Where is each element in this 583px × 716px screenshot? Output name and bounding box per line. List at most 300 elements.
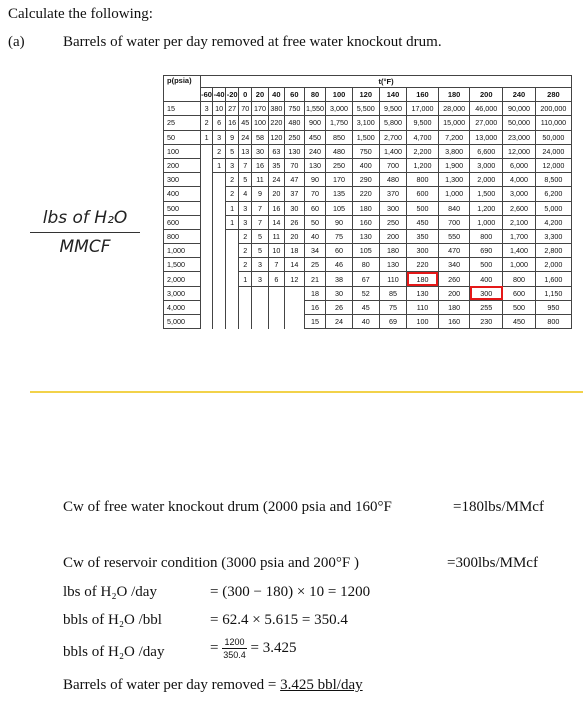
water-content-cell (226, 229, 239, 243)
water-content-cell: 3 (239, 201, 252, 215)
temperature-col-header: 80 (304, 88, 326, 102)
water-content-cell: 1,150 (535, 286, 571, 300)
water-content-cell: 105 (352, 244, 379, 258)
water-content-cell: 16 (268, 201, 284, 215)
water-content-cell: 30 (285, 201, 305, 215)
water-content-cell: 14 (285, 258, 305, 272)
water-content-cell: 1,200 (407, 158, 439, 172)
water-content-cell: 3 (226, 158, 239, 172)
water-content-cell: 2 (239, 258, 252, 272)
water-content-cell: 180 (352, 201, 379, 215)
water-content-cell: 300 (407, 244, 439, 258)
water-content-cell: 70 (285, 158, 305, 172)
water-content-cell: 230 (470, 315, 503, 329)
water-content-cell: 18 (304, 286, 326, 300)
water-content-cell: 7,200 (438, 130, 470, 144)
water-content-cell: 200 (379, 229, 406, 243)
water-content-cell: 38 (326, 272, 352, 286)
water-content-cell: 90 (326, 215, 352, 229)
table-row (164, 158, 572, 172)
water-content-cell (226, 244, 239, 258)
water-content-cell: 1,400 (379, 144, 406, 158)
water-content-cell: 340 (438, 258, 470, 272)
water-content-cell: 47 (285, 173, 305, 187)
water-content-cell: 350 (407, 229, 439, 243)
final-answer-value: 3.425 bbl/day (280, 677, 363, 693)
water-content-cell: 130 (304, 158, 326, 172)
water-content-cell: 220 (268, 116, 284, 130)
table-row (164, 187, 572, 201)
water-content-cell: 69 (379, 315, 406, 329)
water-content-cell: 255 (470, 300, 503, 314)
water-content-cell: 160 (352, 215, 379, 229)
water-content-cell: 290 (352, 173, 379, 187)
water-content-cell: 2 (213, 144, 226, 158)
water-content-cell: 240 (304, 144, 326, 158)
table-row (164, 144, 572, 158)
water-content-cell: 450 (407, 215, 439, 229)
water-content-cell (226, 286, 239, 300)
water-content-cell: 16 (304, 300, 326, 314)
water-content-cell: 60 (326, 244, 352, 258)
pressure-cell: 600 (164, 215, 201, 229)
water-content-cell (213, 215, 226, 229)
water-content-cell: 110 (407, 300, 439, 314)
table-row (164, 102, 572, 116)
water-content-cell (285, 315, 305, 329)
water-content-cell: 17,000 (407, 102, 439, 116)
water-content-cell: 5 (239, 173, 252, 187)
water-content-cell: 480 (379, 173, 406, 187)
water-content-cell: 3,000 (326, 102, 352, 116)
water-content-cell: 24 (268, 173, 284, 187)
water-content-cell: 800 (535, 315, 571, 329)
water-content-cell: 480 (285, 116, 305, 130)
cw-reservoir-label: Cw of reservoir condition (3000 psia and 200°F ) (63, 555, 359, 571)
water-content-cell: 9,500 (407, 116, 439, 130)
water-content-cell: 2,000 (535, 258, 571, 272)
water-content-cell (268, 300, 284, 314)
water-content-cell: 2 (226, 187, 239, 201)
water-content-cell: 46 (326, 258, 352, 272)
water-content-cell: 26 (285, 215, 305, 229)
water-content-cell: 160 (438, 315, 470, 329)
fraction-result: = 3.425 (250, 640, 297, 656)
water-content-cell: 40 (304, 229, 326, 243)
cw-fwko-label: Cw of free water knockout drum (2000 psia and 160°F (63, 499, 392, 515)
water-content-cell: 5,800 (379, 116, 406, 130)
water-content-cell: 105 (326, 201, 352, 215)
pressure-cell: 15 (164, 102, 201, 116)
pressure-cell: 3,000 (164, 286, 201, 300)
water-content-cell: 500 (407, 201, 439, 215)
table-row (164, 229, 572, 243)
water-content-cell: 10 (213, 102, 226, 116)
pressure-cell: 1,000 (164, 244, 201, 258)
table-row (164, 173, 572, 187)
water-content-cell: 1,500 (352, 130, 379, 144)
water-content-cell: 75 (326, 229, 352, 243)
water-content-cell (226, 300, 239, 314)
water-content-cell: 7 (252, 215, 268, 229)
water-content-cell: 370 (379, 187, 406, 201)
water-content-cell: 24,000 (535, 144, 571, 158)
water-content-cell: 67 (352, 272, 379, 286)
temperature-col-header: 0 (239, 88, 252, 102)
water-content-cell: 500 (503, 300, 536, 314)
water-content-cell: 2,800 (535, 244, 571, 258)
water-content-cell: 1 (201, 130, 213, 144)
temperature-col-header: -20 (226, 88, 239, 102)
temperature-col-header: 140 (379, 88, 406, 102)
water-content-cell: 18 (285, 244, 305, 258)
temperature-col-header: -40 (213, 88, 226, 102)
water-content-cell: 2,200 (407, 144, 439, 158)
water-content-cell (213, 187, 226, 201)
water-content-cell: 1,000 (470, 215, 503, 229)
water-content-cell: 690 (470, 244, 503, 258)
water-content-cell (213, 173, 226, 187)
table-row (164, 130, 572, 144)
water-content-cell: 950 (535, 300, 571, 314)
water-content-cell: 21 (304, 272, 326, 286)
water-content-cell: 3,800 (438, 144, 470, 158)
water-content-cell: 100 (407, 315, 439, 329)
water-content-cell (201, 258, 213, 272)
water-content-cell: 6,000 (503, 158, 536, 172)
water-content-cell: 12,000 (535, 158, 571, 172)
water-content-cell (213, 244, 226, 258)
water-content-cell: 1 (239, 272, 252, 286)
water-content-cell: 450 (503, 315, 536, 329)
water-content-cell (201, 244, 213, 258)
water-content-cell: 27 (226, 102, 239, 116)
table-row (164, 258, 572, 272)
pressure-cell: 25 (164, 116, 201, 130)
water-content-cell: 135 (326, 187, 352, 201)
water-content-cell: 3,000 (470, 158, 503, 172)
water-content-cell: 850 (326, 130, 352, 144)
pressure-cell: 4,000 (164, 300, 201, 314)
pressure-cell: 2,000 (164, 272, 201, 286)
water-content-cell: 4,000 (503, 173, 536, 187)
equals-sign: = (210, 640, 219, 656)
water-content-cell: 3,100 (352, 116, 379, 130)
units-fraction-label (30, 208, 140, 257)
highlighted-water-content-cell: 180 (407, 272, 439, 286)
water-content-cell: 24 (326, 315, 352, 329)
water-content-cell: 1,000 (503, 258, 536, 272)
water-content-cell: 5 (252, 244, 268, 258)
highlighted-water-content-cell: 300 (470, 286, 503, 300)
water-content-cell: 7 (252, 201, 268, 215)
water-content-cell: 11 (252, 173, 268, 187)
water-content-cell (201, 215, 213, 229)
water-content-cell: 3 (213, 130, 226, 144)
water-content-cell: 800 (407, 173, 439, 187)
cw-reservoir-value: =300lbs/MMcf (447, 555, 538, 571)
cw-fwko-value: =180lbs/MMcf (453, 499, 544, 515)
table-row (164, 286, 572, 300)
temperature-col-header: 280 (535, 88, 571, 102)
water-content-cell: 50,000 (503, 116, 536, 130)
water-content-cell: 23,000 (503, 130, 536, 144)
pressure-cell: 1,500 (164, 258, 201, 272)
water-content-cell (201, 173, 213, 187)
pressure-cell: 400 (164, 187, 201, 201)
water-content-cell: 1,500 (470, 187, 503, 201)
water-content-cell (201, 201, 213, 215)
water-content-cell (226, 272, 239, 286)
part-label: (a) (8, 34, 25, 50)
water-content-cell: 1,750 (326, 116, 352, 130)
water-content-cell (213, 229, 226, 243)
water-content-cell: 75 (379, 300, 406, 314)
water-content-cell: 260 (438, 272, 470, 286)
water-content-cell: 3 (252, 272, 268, 286)
water-content-cell: 220 (407, 258, 439, 272)
water-content-cell: 63 (268, 144, 284, 158)
water-content-cell: 20 (285, 229, 305, 243)
pressure-cell: 300 (164, 173, 201, 187)
temperature-col-header: 40 (268, 88, 284, 102)
water-content-cell: 130 (407, 286, 439, 300)
page-heading: Calculate the following: (8, 6, 153, 22)
temperature-col-header: 240 (503, 88, 536, 102)
water-content-cell: 1,600 (535, 272, 571, 286)
fraction-denominator: 350.4 (223, 650, 246, 660)
temperature-col-header: 100 (326, 88, 352, 102)
divider-line (30, 391, 583, 393)
water-content-cell (239, 300, 252, 314)
pressure-cell: 50 (164, 130, 201, 144)
water-content-cell: 15 (304, 315, 326, 329)
water-content-cell (285, 286, 305, 300)
water-content-cell: 380 (268, 102, 284, 116)
temperature-col-header: 160 (407, 88, 439, 102)
water-content-cell: 1 (226, 215, 239, 229)
water-content-cell: 9,500 (379, 102, 406, 116)
water-content-cell: 13,000 (470, 130, 503, 144)
water-content-cell (239, 286, 252, 300)
water-content-cell: 1,200 (470, 201, 503, 215)
water-content-cell: 34 (304, 244, 326, 258)
pressure-cell: 500 (164, 201, 201, 215)
water-content-cell: 28,000 (438, 102, 470, 116)
table-row (164, 272, 572, 286)
table-row (164, 300, 572, 314)
water-content-cell: 6 (268, 272, 284, 286)
water-content-cell (268, 315, 284, 329)
water-content-cell: 46,000 (470, 102, 503, 116)
water-content-cell: 24 (239, 130, 252, 144)
table-row (164, 116, 572, 130)
water-content-cell: 700 (438, 215, 470, 229)
water-content-cell (285, 300, 305, 314)
water-content-cell: 2,100 (503, 215, 536, 229)
water-content-cell: 840 (438, 201, 470, 215)
water-content-cell: 750 (285, 102, 305, 116)
water-content-cell: 1 (226, 201, 239, 215)
water-content-cell: 1 (213, 158, 226, 172)
water-content-cell: 30 (326, 286, 352, 300)
water-content-cell: 27,000 (470, 116, 503, 130)
water-content-cell: 52 (352, 286, 379, 300)
water-content-cell (213, 300, 226, 314)
water-content-cell: 3 (239, 215, 252, 229)
water-content-cell (252, 300, 268, 314)
temperature-col-header: -60 (201, 88, 213, 102)
units-numerator: lbs of H₂O (30, 208, 140, 233)
water-content-cell: 180 (438, 300, 470, 314)
water-content-cell: 50,000 (535, 130, 571, 144)
water-content-cell: 12,000 (503, 144, 536, 158)
water-content-cell: 5,500 (352, 102, 379, 116)
temperature-col-header: 60 (285, 88, 305, 102)
water-content-cell: 110 (379, 272, 406, 286)
water-content-cell: 1,000 (438, 187, 470, 201)
water-content-cell: 70 (304, 187, 326, 201)
pressure-cell: 200 (164, 158, 201, 172)
water-content-cell: 750 (352, 144, 379, 158)
lbs-per-day-equation: = (300 − 180) × 10 = 1200 (210, 584, 371, 600)
bbls-per-bbl-label: bbls of H₂O /bbl (63, 612, 162, 628)
water-content-cell: 3,000 (503, 187, 536, 201)
table-row (164, 315, 572, 329)
water-content-cell: 85 (379, 286, 406, 300)
water-content-cell: 11 (268, 229, 284, 243)
water-content-cell: 130 (285, 144, 305, 158)
water-content-cell: 20 (268, 187, 284, 201)
final-answer-label: Barrels of water per day removed = (63, 677, 281, 693)
pressure-cell: 5,000 (164, 315, 201, 329)
water-content-cell: 700 (379, 158, 406, 172)
water-content-cell (226, 258, 239, 272)
water-content-cell: 16 (252, 158, 268, 172)
lbs-per-day-label: lbs of H₂O /day (63, 584, 157, 600)
water-content-cell: 1,550 (304, 102, 326, 116)
final-answer (63, 677, 363, 694)
fraction-numerator: 1200 (224, 637, 245, 647)
water-content-cell: 1,900 (438, 158, 470, 172)
water-content-cell: 250 (379, 215, 406, 229)
part-question: Barrels of water per day removed at free water knockout drum. (63, 34, 442, 50)
water-content-cell: 400 (352, 158, 379, 172)
water-content-cell: 3,300 (535, 229, 571, 243)
water-content-cell: 40 (352, 315, 379, 329)
water-content-cell: 3 (201, 102, 213, 116)
water-content-cell: 70 (239, 102, 252, 116)
water-content-cell: 1,700 (503, 229, 536, 243)
water-content-cell (213, 286, 226, 300)
water-content-cell: 600 (407, 187, 439, 201)
water-content-cell: 4,700 (407, 130, 439, 144)
table-row (164, 244, 572, 258)
water-content-cell: 100 (252, 116, 268, 130)
water-content-cell: 2,000 (470, 173, 503, 187)
water-content-cell: 9 (252, 187, 268, 201)
water-content-cell: 7 (239, 158, 252, 172)
water-content-cell: 4,200 (535, 215, 571, 229)
water-content-cell: 7 (268, 258, 284, 272)
water-content-cell: 30 (252, 144, 268, 158)
water-content-cell: 6,600 (470, 144, 503, 158)
water-content-cell (268, 286, 284, 300)
water-content-cell: 8,500 (535, 173, 571, 187)
water-content-cell: 130 (352, 229, 379, 243)
water-content-cell: 170 (326, 173, 352, 187)
water-content-cell (201, 286, 213, 300)
water-content-cell: 26 (326, 300, 352, 314)
water-content-cell: 200,000 (535, 102, 571, 116)
water-content-cell: 37 (285, 187, 305, 201)
water-content-cell: 250 (285, 130, 305, 144)
water-content-cell: 6 (213, 116, 226, 130)
water-content-cell: 130 (379, 258, 406, 272)
water-content-cell: 9 (226, 130, 239, 144)
water-content-grid (163, 75, 572, 329)
water-content-cell: 1,300 (438, 173, 470, 187)
water-content-cell: 2 (239, 229, 252, 243)
water-content-cell: 58 (252, 130, 268, 144)
water-content-cell: 170 (252, 102, 268, 116)
water-content-cell: 900 (304, 116, 326, 130)
table-row (164, 201, 572, 215)
bbls-per-day-equation (210, 637, 296, 660)
water-content-cell (201, 300, 213, 314)
pressure-cell: 100 (164, 144, 201, 158)
water-content-cell: 180 (379, 244, 406, 258)
water-content-cell: 16 (226, 116, 239, 130)
water-content-cell: 450 (304, 130, 326, 144)
water-content-cell (201, 272, 213, 286)
water-content-cell: 5,000 (535, 201, 571, 215)
temperature-col-header: 180 (438, 88, 470, 102)
water-content-cell: 12 (285, 272, 305, 286)
water-content-cell: 80 (352, 258, 379, 272)
water-content-cell: 120 (268, 130, 284, 144)
water-content-cell: 480 (326, 144, 352, 158)
water-content-cell (201, 229, 213, 243)
water-content-cell (213, 258, 226, 272)
bbls-per-bbl-equation: = 62.4 × 5.615 = 350.4 (210, 612, 348, 628)
water-content-cell: 35 (268, 158, 284, 172)
temperature-col-header: 20 (252, 88, 268, 102)
water-content-cell (201, 315, 213, 329)
table-row (164, 215, 572, 229)
temperature-col-header: 120 (352, 88, 379, 102)
water-content-cell: 110,000 (535, 116, 571, 130)
water-content-cell: 200 (438, 286, 470, 300)
water-content-cell (252, 286, 268, 300)
water-content-cell: 3 (252, 258, 268, 272)
water-content-cell: 550 (438, 229, 470, 243)
fraction (222, 637, 246, 660)
pressure-header: p(psia) (164, 76, 201, 102)
pressure-cell: 800 (164, 229, 201, 243)
water-content-cell: 5 (252, 229, 268, 243)
water-content-cell: 50 (304, 215, 326, 229)
water-content-cell: 13 (239, 144, 252, 158)
water-content-cell: 45 (239, 116, 252, 130)
water-content-cell (201, 187, 213, 201)
water-content-cell: 60 (304, 201, 326, 215)
water-content-cell: 220 (352, 187, 379, 201)
water-content-cell: 400 (470, 272, 503, 286)
water-content-cell (213, 201, 226, 215)
units-denominator: MMCF (59, 237, 111, 257)
water-content-cell: 45 (352, 300, 379, 314)
